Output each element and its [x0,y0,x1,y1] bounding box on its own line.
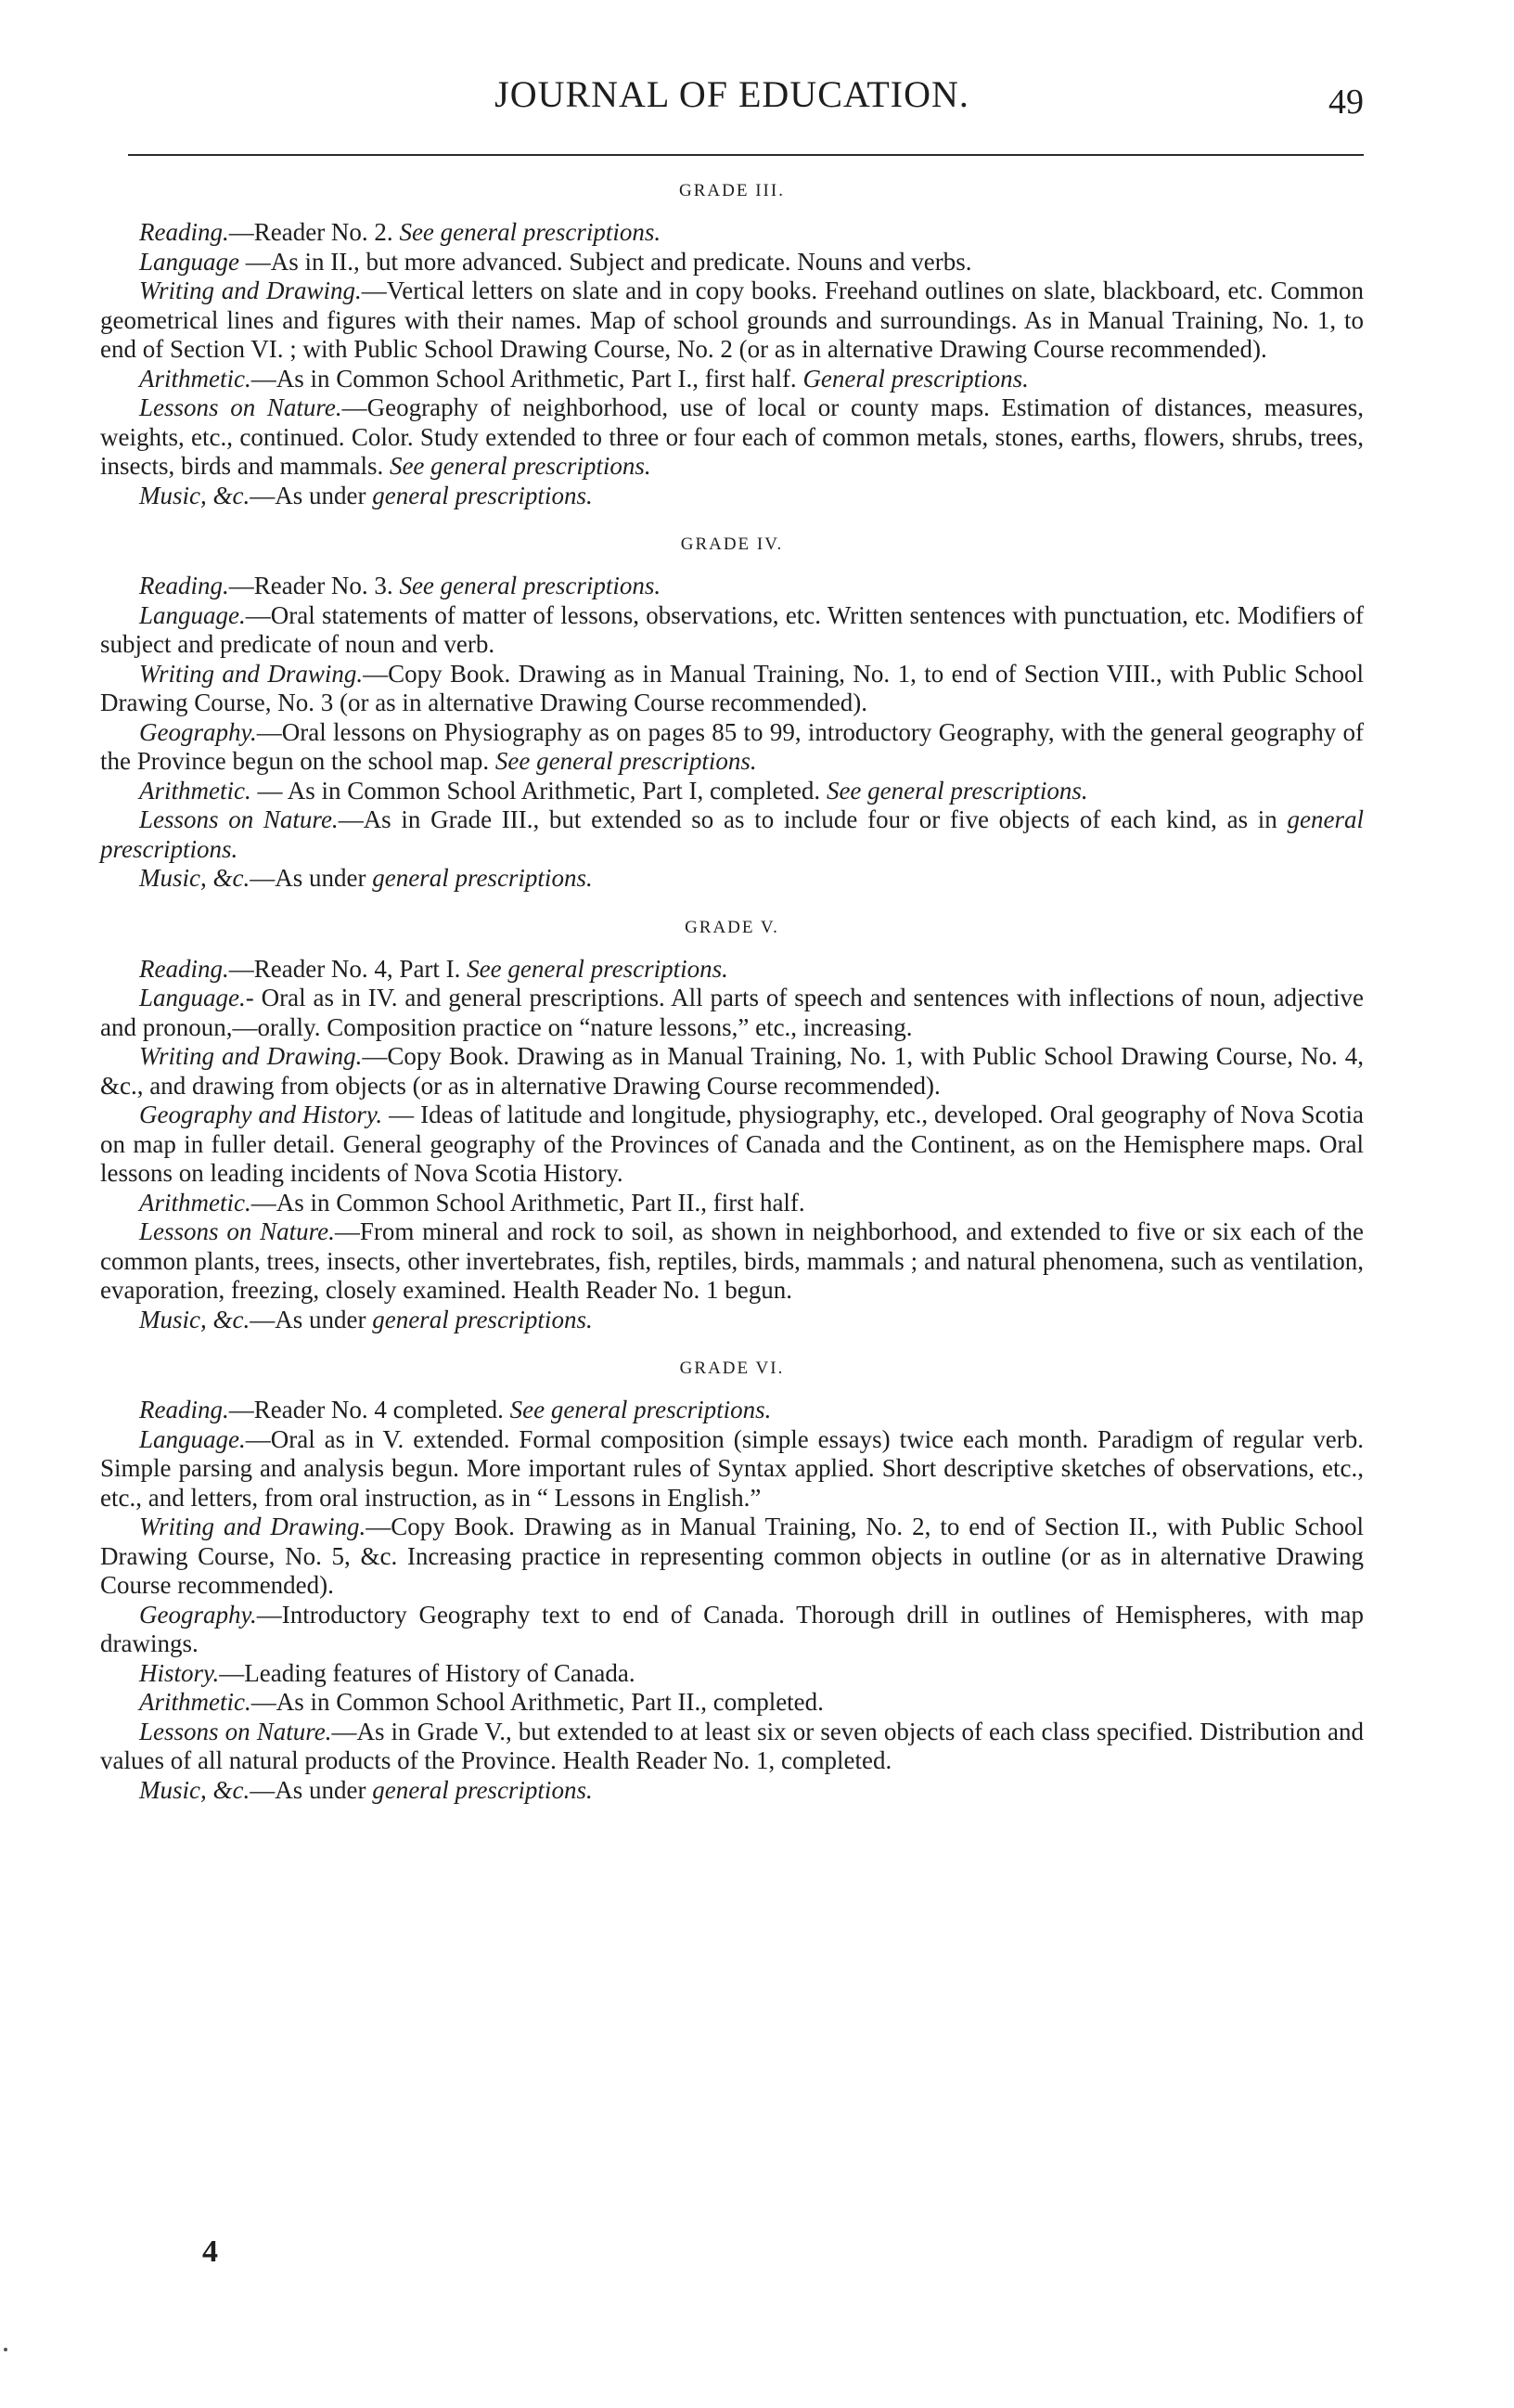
prescription-reference: See general prescriptions. [494,747,757,775]
prescription-reference: See general prescriptions. [467,954,728,983]
subject-label: Geography. [139,717,257,746]
entry-text: —Oral as in V. extended. Formal composition (simple essays) twice each month. Paradigm of regular verb. Simple parsing and analysis begun. More important rules of Syntax applied. Short descriptive sketches of observations, etc., etc., and letters, from oral instruction, as in “ Lessons in English.” [100,1424,1364,1512]
subject-label: Arithmetic. [139,1688,251,1716]
prescription-reference: See general prescriptions. [399,572,661,599]
prescription-entry [100,1776,1364,1806]
prescription-entry [100,1601,1364,1659]
prescription-entry [100,1659,1364,1689]
prescription-entry [100,572,1364,601]
subject-label: Language. [139,1424,246,1453]
prescription-reference: general prescriptions. [372,1775,593,1804]
margin-speck [4,2348,7,2351]
prescription-entry [100,955,1364,985]
prescription-entry [100,601,1364,660]
prescription-entry [100,1513,1364,1601]
entry-text: —Geography of neighborhood, use of local or county maps. Estimation of distances, measures, weights, etc., continued. Color. Study extended to three or four each of common metals, stones, earths, flowers, shrubs, trees, insects, birds and mammals. [100,393,1364,480]
prescription-entry [100,660,1364,718]
subject-label: Language [139,247,239,276]
entry-text: —Leading features of History of Canada. [219,1658,635,1687]
prescription-entry [100,984,1364,1042]
entry-text: —Vertical letters on slate and in copy books. Freehand outlines on slate, blackboard, etc. Common geometrical lines and figures with their names. Map of school grounds and surroundings. As in Manual Training, No. 1, to end of Section VI. ; with Public School Drawing Course, No. 2 (or as in alternative Drawing Course recommended). [100,277,1364,363]
subject-label: Arithmetic. [139,1188,251,1217]
entry-text: —Copy Book. Drawing as in Manual Training, No. 1, to end of Section VIII., with Public School Drawing Course, No. 3 (or as in alternative Drawing Course recommended). [100,659,1364,716]
prescription-reference: general prescriptions. [100,805,1364,863]
grade-section [100,1359,1364,1805]
subject-label: Writing and Drawing. [139,277,362,304]
entry-text: —As in Grade V., but extended to at least six or seven objects of each class specified. Distribution and values of all natural products of the Province. Health Reader No. 1, completed. [100,1717,1364,1774]
entry-text: —As under [250,1775,373,1804]
subject-label: Writing and Drawing. [139,1042,363,1070]
signature-mark: 4 [202,2234,218,2269]
grade-section [100,534,1364,894]
prescription-entry [100,277,1364,365]
prescription-entry [100,482,1364,511]
prescription-entry [100,393,1364,482]
entry-text: — Ideas of latitude and longitude, physiography, etc., developed. Oral geography of Nova Scotia on map in fuller detail. General geography of the Provinces of Canada and the Continent, as on the Hemisphere maps. Oral lessons on leading incidents of Nova Scotia History. [100,1101,1365,1187]
prescription-entry [100,1189,1364,1218]
subject-label: Arithmetic. [139,364,251,393]
prescription-entry [100,365,1364,394]
prescription-reference: General prescriptions. [802,364,1029,393]
subject-label: Lessons on Nature. [139,1717,332,1745]
page-header [100,45,1364,137]
prescription-entry [100,1217,1364,1306]
subject-label: Language. [139,984,246,1011]
prescription-entry [100,1042,1364,1101]
subject-label: Lessons on Nature. [139,1217,335,1245]
page-number: 49 [1328,83,1364,122]
prescription-reference: See general prescriptions. [389,452,651,480]
entry-text: —As under [250,1305,373,1333]
prescription-entry [100,1425,1364,1513]
prescription-entry [100,1396,1364,1425]
prescription-reference: general prescriptions. [372,1305,593,1333]
entry-text: —Copy Book. Drawing as in Manual Training, No. 1, with Public School Drawing Course, No. 4, &c., and drawing from objects (or as in alternative Drawing Course recommended). [100,1042,1364,1100]
prescription-reference: See general prescriptions. [509,1396,772,1423]
entry-text: —Reader No. 2. [228,218,400,246]
subject-label: Reading. [139,572,229,599]
entry-text: —Copy Book. Drawing as in Manual Training, No. 2, to end of Section II., with Public School Drawing Course, No. 5, &c. Increasing practice in representing common objects in outline (or as in alternative Drawing Course recommended). [100,1513,1364,1599]
grade-heading: GRADE V. [685,917,779,937]
entry-text: —Reader No. 4 completed. [228,1396,510,1423]
page-content [100,181,1364,1829]
subject-label: Geography. [139,1600,257,1629]
entry-text: —Reader No. 3. [228,572,400,599]
entry-text: —Introductory Geography text to end of Canada. Thorough drill in outlines of Hemispheres, with map drawings. [100,1600,1364,1657]
entry-text: —As in Common School Arithmetic, Part II., completed. [250,1688,824,1716]
prescription-reference: general prescriptions. [372,864,593,892]
entry-text: - Oral as in IV. and general prescriptions. All parts of speech and sentences with inflections of noun, adjective and pronoun,—orally. Composition practice on “nature lessons,” etc., increasing. [100,984,1364,1041]
entry-text: —As in Common School Arithmetic, Part II., first half. [250,1188,805,1217]
grade-section [100,181,1364,510]
entry-text: —As in Common School Arithmetic, Part I., first half. [250,364,803,393]
entry-text: —Oral lessons on Physiography as on pages 85 to 99, introductory Geography, with the general geography of the Province begun on the school map. [100,717,1364,775]
entry-text: — As in Common School Arithmetic, Part I, completed. [250,776,827,805]
subject-label: Language. [139,600,246,629]
subject-label: Music, &c. [139,864,250,892]
subject-label: Music, &c. [139,1775,250,1804]
subject-label: Writing and Drawing. [139,659,364,688]
prescription-reference: See general prescriptions. [826,776,1088,805]
prescription-reference: See general prescriptions. [399,218,661,246]
header-rule [128,154,1364,156]
prescription-entry [100,864,1364,894]
grade-section [100,918,1364,1335]
prescription-entry [100,248,1364,277]
subject-label: History. [139,1658,220,1687]
subject-label: Reading. [139,218,229,246]
entry-text: —As under [250,481,373,509]
subject-label: Geography and History. [139,1101,383,1128]
prescription-entry [100,1306,1364,1335]
prescription-entry [100,218,1364,248]
subject-label: Music, &c. [139,1305,250,1333]
prescription-entry [100,777,1364,806]
entry-text: —Oral statements of matter of lessons, observations, etc. Written sentences with punctuation, etc. Modifiers of subject and predicate of noun and verb. [100,600,1364,658]
journal-page [100,0,1364,2408]
journal-title: JOURNAL OF EDUCATION. [494,73,969,115]
prescription-entry [100,805,1364,864]
prescription-entry [100,1688,1364,1718]
subject-label: Reading. [139,1396,229,1423]
subject-label: Arithmetic. [139,776,251,805]
prescription-reference: general prescriptions. [372,481,593,509]
prescription-entry [100,718,1364,777]
entry-text: —From mineral and rock to soil, as shown in neighborhood, and extended to five or six each of the common plants, trees, insects, other invertebrates, fish, reptiles, birds, mammals ; and natural phenomena, such as ventilation, evaporation, freezing, closely examined. Health Reader No. 1 begun. [100,1217,1364,1304]
subject-label: Reading. [139,954,229,983]
subject-label: Lessons on Nature. [139,805,339,833]
prescription-entry [100,1101,1364,1189]
entry-text: —As under [250,864,373,892]
grade-heading: GRADE III. [679,181,785,200]
prescription-entry [100,1718,1364,1776]
entry-text: —Reader No. 4, Part I. [228,954,468,983]
grade-heading: GRADE VI. [679,1359,785,1378]
subject-label: Music, &c. [139,481,250,509]
entry-text: —As in Grade III., but extended so as to include four or five objects of each kind, as in [338,805,1288,833]
subject-label: Lessons on Nature. [139,393,342,421]
grade-heading: GRADE IV. [680,534,784,554]
entry-text: —As in II., but more advanced. Subject and predicate. Nouns and verbs. [239,247,972,276]
subject-label: Writing and Drawing. [139,1513,366,1540]
